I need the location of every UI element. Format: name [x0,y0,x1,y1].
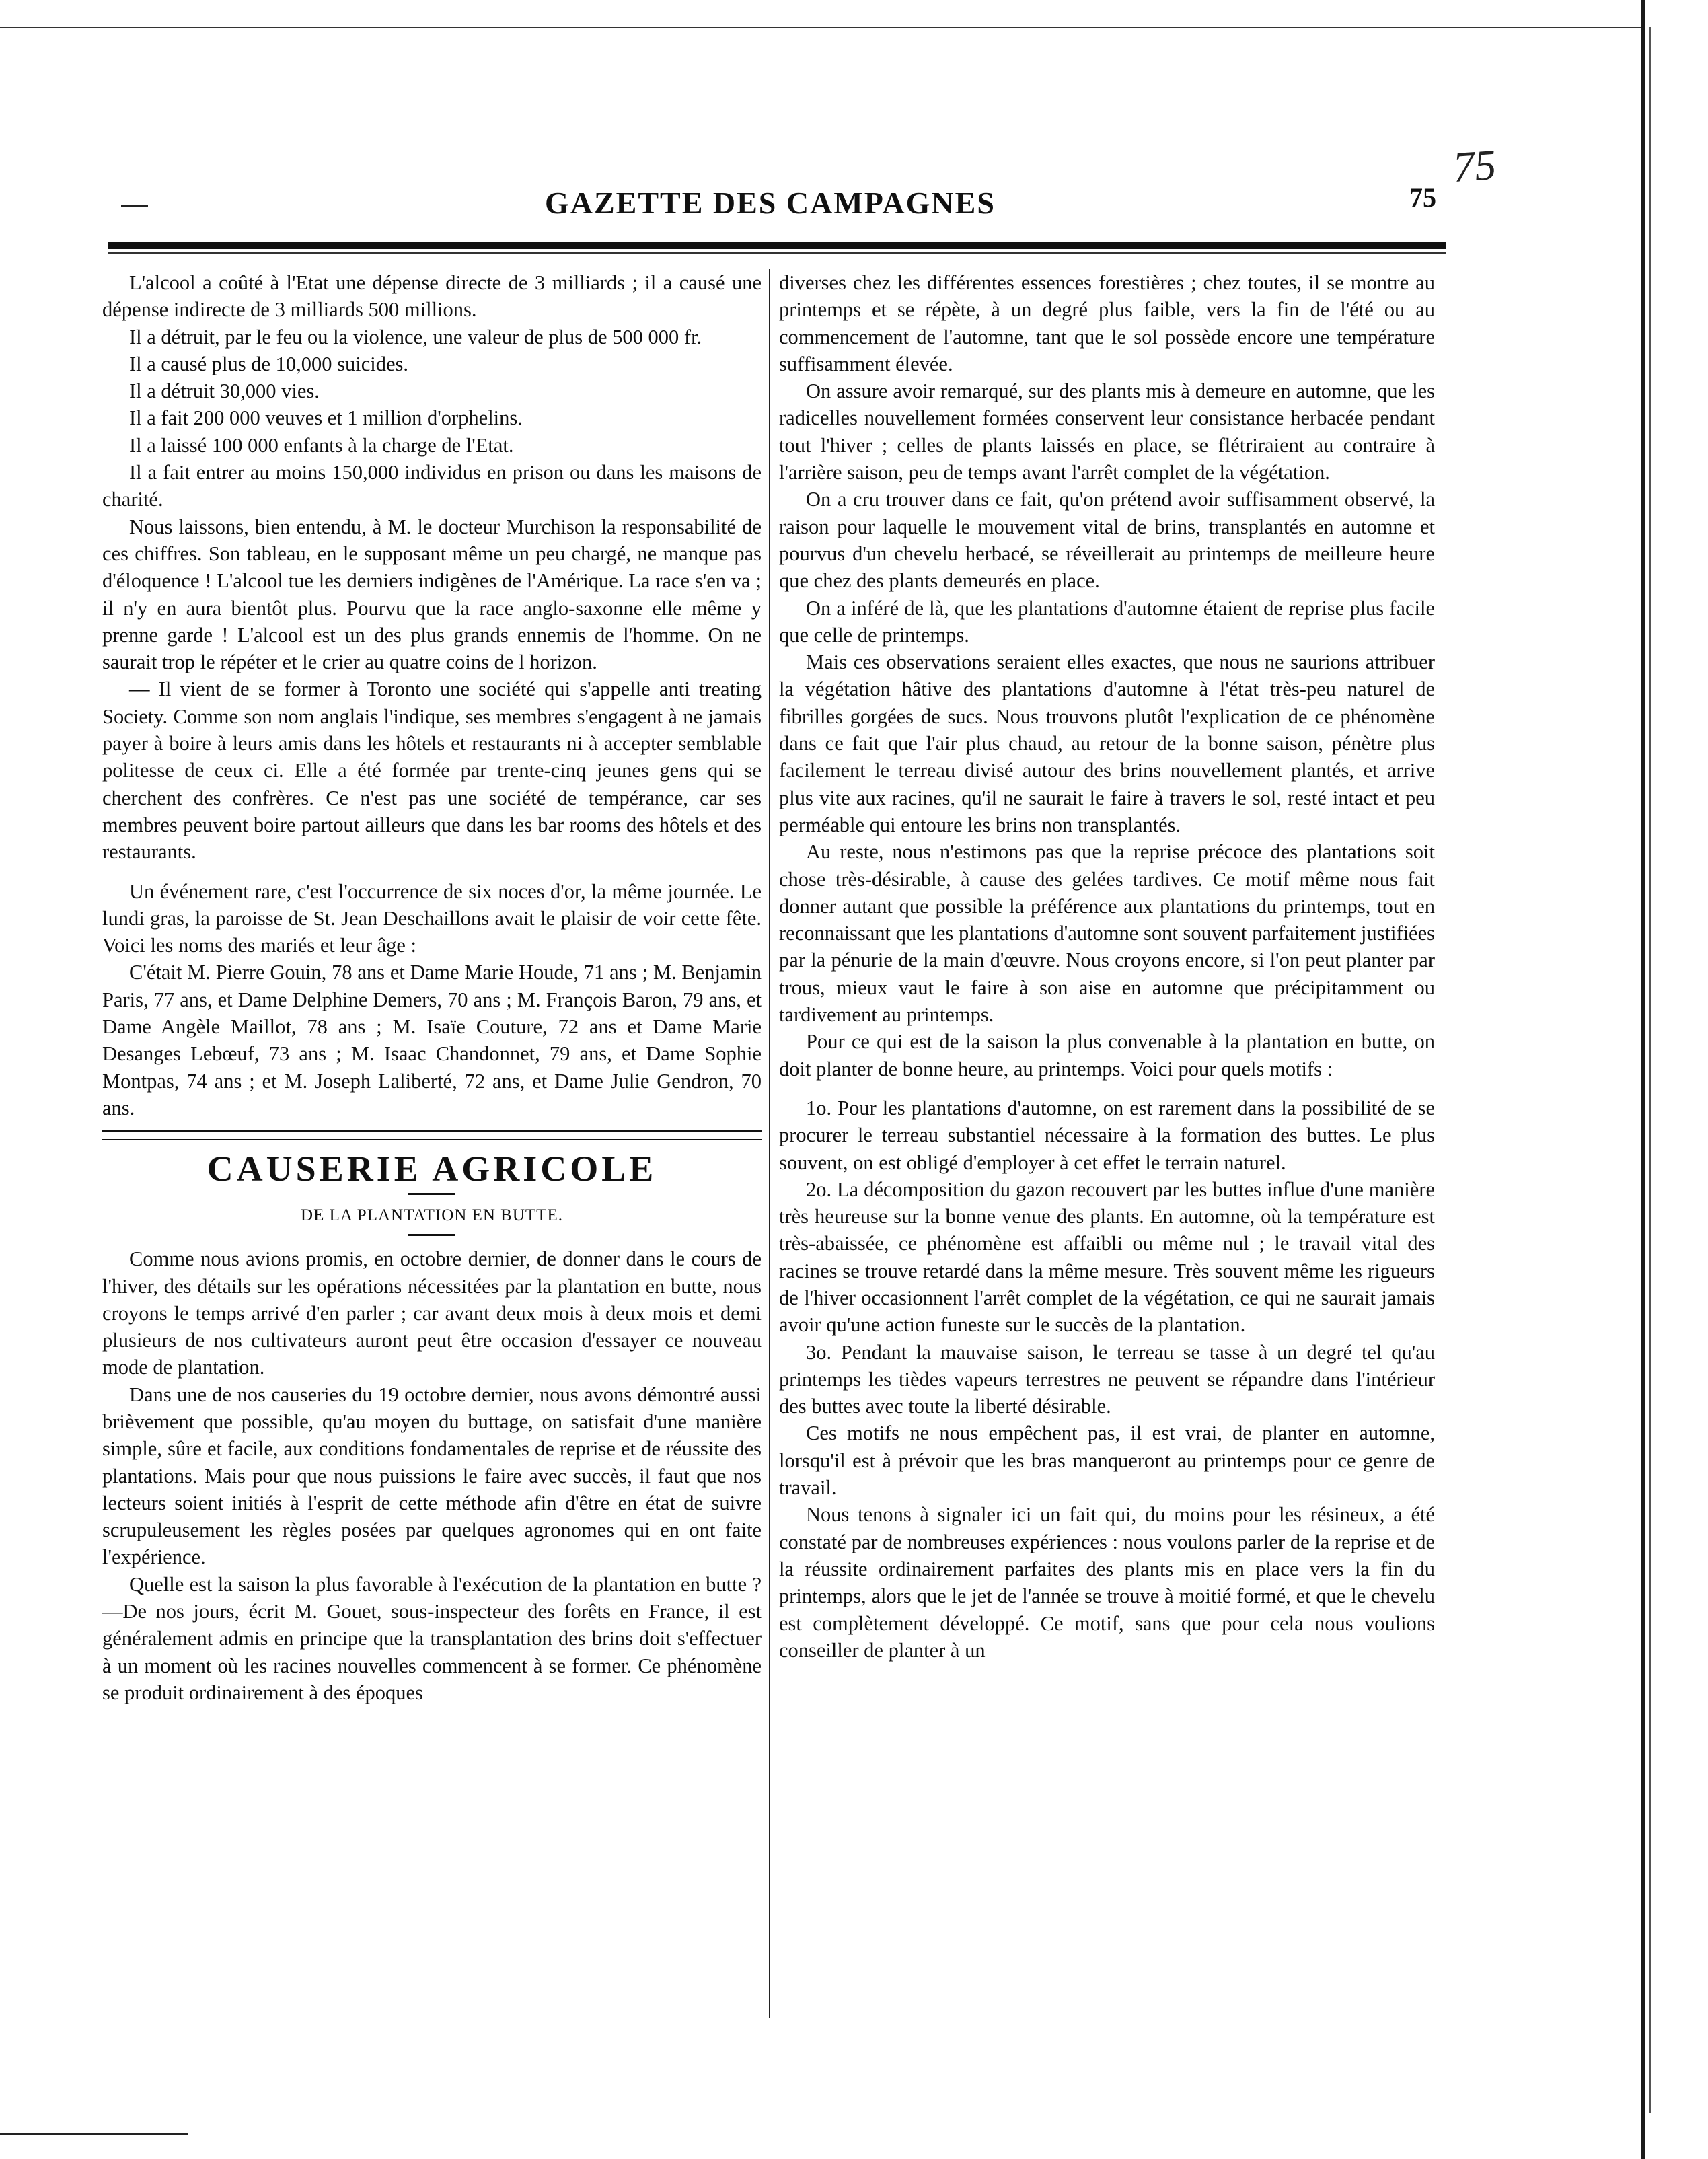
header-rule-thick [108,242,1446,249]
paragraph: Il a fait entrer au moins 150,000 individus en prison ou dans les maisons de charité. [102,461,762,511]
paragraph: C'était M. Pierre Gouin, 78 ans et Dame Marie Houde, 71 ans ; M. Benjamin Paris, 77 ans, et Dame Delphine Demers, 70 ans ; M. François Baron, 79 ans, et Dame Angèle Maillot, 78 ans ; M. Isaïe Couture, 72 ans et Dame Marie Desanges Lebœuf, 73 ans ; M. Isaac Chandonnet, 79 ans, et Dame Sophie Montpas, 74 ans ; et M. Joseph Laliberté, 72 ans, et Dame Julie Gendron, 70 ans. [102,961,762,1120]
page-number: 75 [1409,182,1436,213]
paragraph: 3o. Pendant la mauvaise saison, le terreau se tasse à un degré tel qu'au printemps les tièdes vapeurs terrestres ne peuvent se répandre dans l'intérieur des buttes avec toute la liberté désirable. [779,1340,1435,1418]
paragraph: On a cru trouver dans ce fait, qu'on prétend avoir suffisamment observé, la raison pour laquelle le mouvement vital de brins, transplantés en automne et pourvus d'un chevelu herbacé, se réveillerait au printemps de meilleure heure que chez des plants demeurés en place. [779,488,1435,593]
paragraph: Nous laissons, bien entendu, à M. le docteur Murchison la responsabilité de ces chiffres. Son tableau, en le supposant même un peu chargé, ne manque pas d'éloquence ! L'alcool tue les derniers indigènes de l'Amérique. La race s'en va ; il n'y en aura bientôt plus. Pourvu que la race anglo-saxonne elle même y prenne garde ! L'alcool est un des plus grands ennemis de l'homme. On ne saurait trop le répéter et le crier au quatre coins de l horizon. [102,515,762,674]
section-subtitle: DE LA PLANTATION EN BUTTE. [301,1206,563,1225]
paragraph: diverses chez les différentes essences forestières ; chez toutes, il se montre au printemps et se répète, à un degré plus faible, vers la fin de l'été ou au commencement de l'automne, tant que le sol possède encore une température suffisamment élevée. [779,271,1435,375]
paragraph: Au reste, nous n'estimons pas que la reprise précoce des plantations soit chose très-désirable, à cause des gelées tardives. Ce motif même nous fait donner autant que possible la préférence aux plantations du printemps, tout en reconnaissant que les plantations d'automne sont souvent parfaitement justifiées par la pénurie de la main d'œuvre. Nous croyons encore, si l'on peut planter par trous, mieux vaut le faire à son aise en automne que précipitamment ou tardivement au printemps. [779,840,1435,1027]
right-column [779,269,1435,1664]
bottom-scan-mark [0,2133,188,2135]
paragraph: On a inféré de là, que les plantations d'automne étaient de reprise plus facile que celle de printemps. [779,596,1435,647]
left-column [102,269,762,1706]
paragraph: Pour ce qui est de la saison la plus convenable à la plantation en butte, on doit planter de bonne heure, au printemps. Voici pour quels motifs : [779,1030,1435,1081]
paragraph: L'alcool a coûté à l'Etat une dépense directe de 3 milliards ; il a causé une dépense indirecte de 3 milliards 500 millions. [102,271,762,322]
paragraph: Il a causé plus de 10,000 suicides. [129,352,409,375]
paragraph: Ces motifs ne nous empêchent pas, il est vrai, de planter en automne, lorsqu'il est à prévoir que les bras manqueront au printemps pour ce genre de travail. [779,1422,1435,1500]
paragraph: 1o. Pour les plantations d'automne, on est rarement dans la possibilité de se procurer le terreau substantiel nécessaire à la formation des buttes. Le plus souvent, on est obligé d'employer à cet effet le terrain naturel. [779,1096,1435,1174]
paragraph: On assure avoir remarqué, sur des plants mis à demeure en automne, que les radicelles nouvellement formées conservent leur consistance herbacée pendant tout l'hiver ; celles de plants laissés en place, se flétriraient au contraire à l'arrière saison, peu de temps avant l'arrêt complet de la végétation. [779,379,1435,484]
paragraph: Quelle est la saison la plus favorable à l'exécution de la plantation en butte ?—De nos jours, écrit M. Gouet, sous-inspecteur des forêts en France, il est généralement admis en principe que la transplantation des brins doit s'effectuer à un moment où les racines nouvelles commencent à se former. Ce phénomène se produit ordinairement à des époques [102,1572,762,1704]
paragraph: 2o. La décomposition du gazon recouvert par les buttes influe d'une manière très heureuse sur la bonne venue des plants. En automne, où la température est très-abaissée, ce phénomène est affaibli ou même nul ; le travail vital des racines se trouve retardé dans la même mesure. Très souvent même les rigueurs de l'hiver occasionnent l'arrêt complet de la végétation, ce qui ne saurait jamais avoir qu'une action funeste sur le succès de la plantation. [779,1177,1435,1337]
paragraph: Nous tenons à signaler ici un fait qui, du moins pour les résineux, a été constaté par de nombreuses expériences : nous voulons parler de la reprise et de la réussite ordinairement parfaites des plants mis en place vers la fin du printemps, alors que le jet de l'année se trouve à moitié formé, et que le chevelu est complètement développé. Ce motif, sans que pour cela nous voulions conseiller de planter à un [779,1503,1435,1662]
section-title: CAUSERIE AGRICOLE [207,1148,657,1190]
subtitle-underline [408,1234,455,1236]
paragraph: Dans une de nos causeries du 19 octobre dernier, nous avons démontré aussi brièvement que possible, qu'au moyen du buttage, on satisfait d'une manière simple, sûre et facile, aux conditions fondamentales de reprise et de réussite des plantations. Mais pour que nous puissions le faire avec succès, il faut que nos lecteurs soient initiés à l'esprit de cette méthode afin d'être en état de suivre scrupuleusement les règles posées par quelques agronomes qui en ont faite l'expérience. [102,1383,762,1569]
paragraph: Il a laissé 100 000 enfants à la charge de l'Etat. [129,433,514,457]
paragraph: Il a détruit, par le feu ou la violence, une valeur de plus de 500 000 fr. [129,325,702,349]
paragraph: Il a fait 200 000 veuves et 1 million d'orphelins. [129,406,523,430]
header-rule-thin [108,252,1446,254]
page-binding-edge-inner [1649,27,1651,2113]
paragraph: Il a détruit 30,000 vies. [129,379,320,403]
page-top-border [0,27,1641,28]
running-header [108,178,1453,225]
header-dash [121,205,148,207]
paragraph: Comme nous avions promis, en octobre dernier, de donner dans le cours de l'hiver, des détails sur les opérations nécessitées par la plantation en butte, nous croyons le temps arrivé d'en parler ; car avant deux mois à deux mois et demi plusieurs de nos cultivateurs auront peut être occasion d'essayer ce nouveau mode de plantation. [102,1247,762,1379]
title-underline [408,1193,455,1195]
newspaper-title: GAZETTE DES CAMPAGNES [545,186,996,220]
column-divider [769,269,770,2018]
page-binding-edge [1641,0,1645,2159]
section-rule [102,1130,762,1140]
paragraph: Un événement rare, c'est l'occurrence de six noces d'or, la même journée. Le lundi gras, la paroisse de St. Jean Deschaillons avait le plaisir de voir cette fête. Voici les noms des mariés et leur âge : [102,879,762,957]
handwritten-page-number: 75 [1451,140,1498,192]
paragraph: — Il vient de se former à Toronto une société qui s'appelle anti treating Society. Comme son nom anglais l'indique, ses membres s'engagent à ne jamais payer à boire à leurs amis dans les hôtels et restaurants ni à accepter semblable politesse de ceux ci. Elle a été formée par trente-cinq jeunes gens qui se cherchent des confrères. Ce n'est pas une société de tempérance, car ses membres peuvent boire partout ailleurs que dans les bar rooms des hôtels et des restaurants. [102,678,762,864]
paragraph: Mais ces observations seraient elles exactes, que nous ne saurions attribuer la végétation hâtive des plantations d'automne à l'état très-peu naturel de fibrilles gorgées de sucs. Nous trouvons plutôt l'explication de ce phénomène dans ce fait que l'air plus chaud, au retour de la bonne saison, pénètre plus facilement le terreau divisé autour des brins nouvellement plantés, et arrive plus vite aux racines, qu'il ne saurait le faire à travers le sol, resté intact et peu perméable qui entoure les brins non transplantés. [779,651,1435,836]
